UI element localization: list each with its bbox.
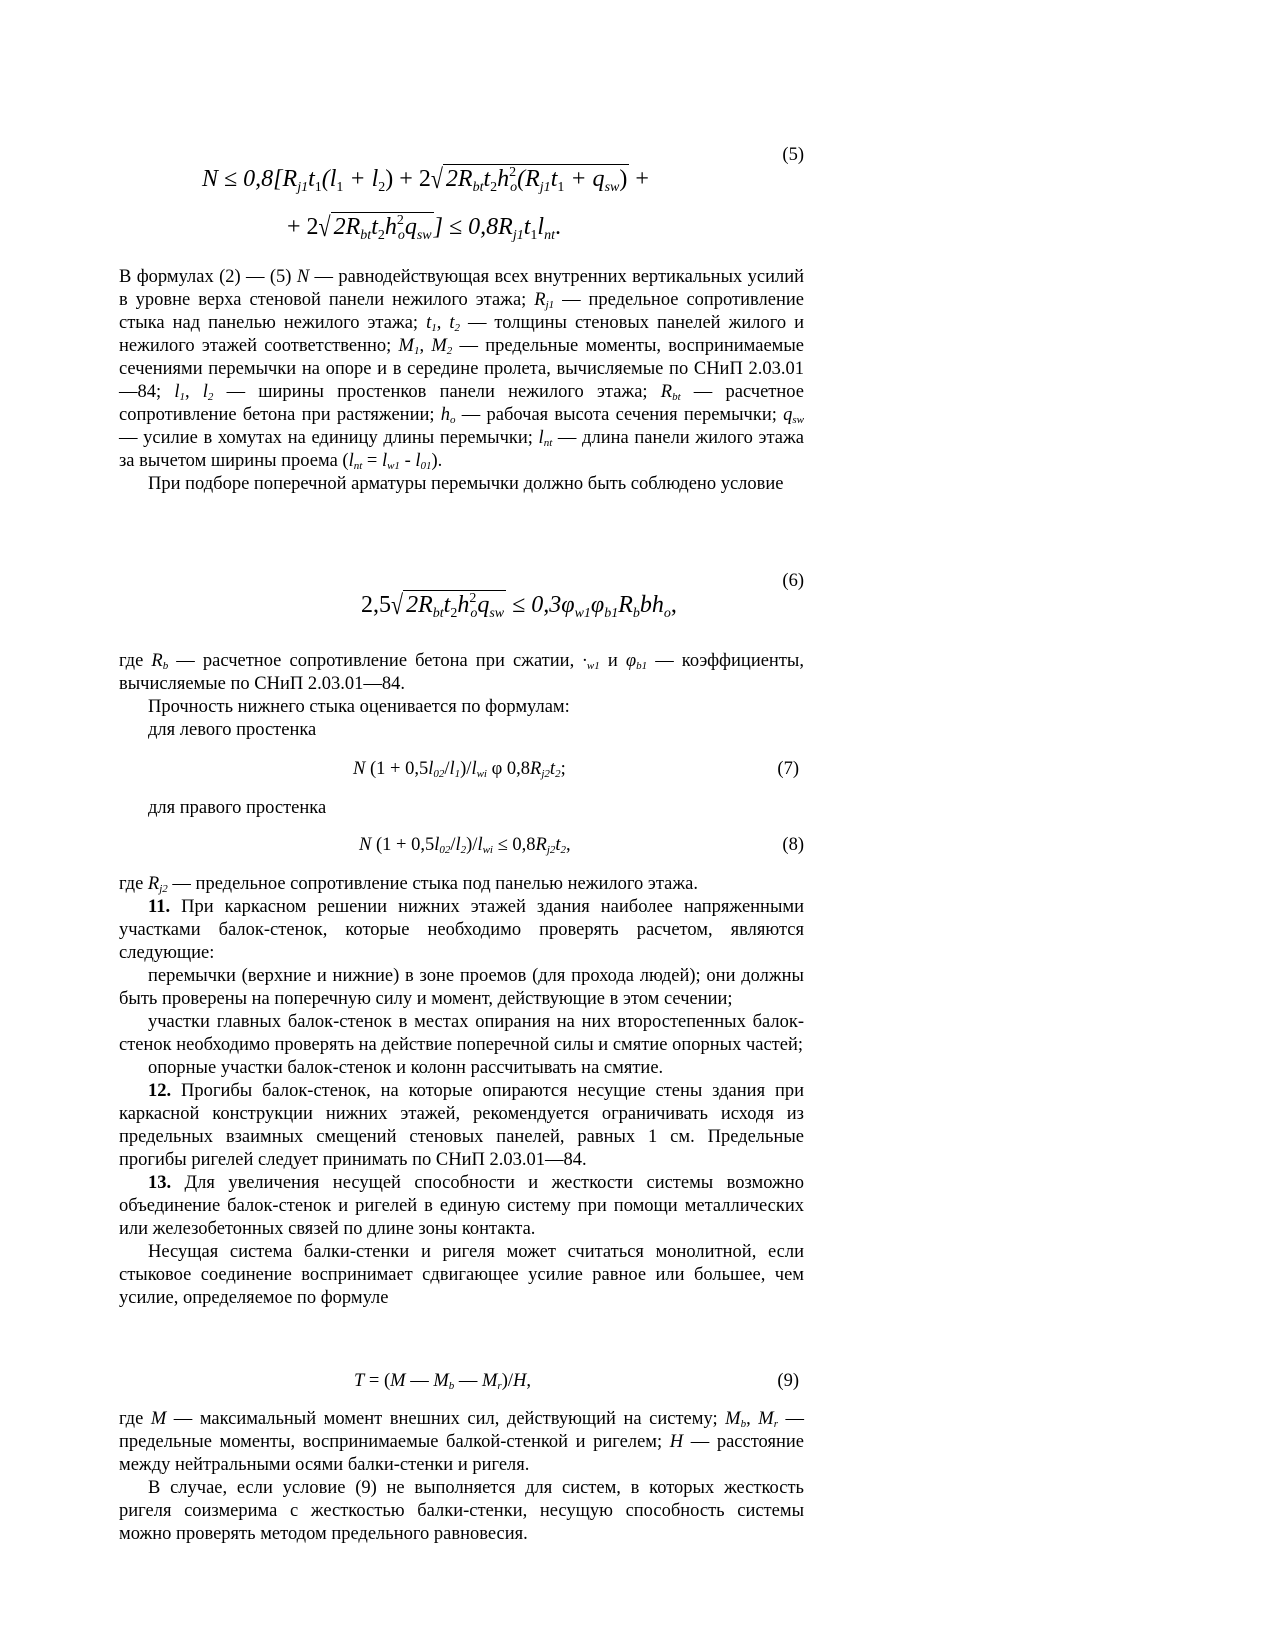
paragraph-rb: где $R_b$ — расчетное сопротивление бетона при сжатии, $\cdot_{w1}$ и $\varphi_{b1}$ — коэффициенты, вычисляемые по СНиП 2.03.01—84. — [119, 651, 804, 694]
paragraph-left-pier: для левого простенка — [148, 720, 317, 740]
equation-8-body: N $(1 + 0,5l_{02}/l_2)/l_{wi} \le 0,8R_{j2}t_2$, — [359, 835, 571, 856]
text-block-1 — [119, 266, 804, 496]
equation-7-body: N $(1 + 0,5l_{02}/l_1)/l_{wi}$ φ $0,8R_{j2}t_2$; — [353, 759, 566, 780]
paragraph-right-pier: для правого простенка — [148, 798, 327, 818]
equation-number: (8) — [782, 835, 804, 855]
paragraph-supports: опорные участки балок-стенок и колонн рассчитывать на смятие. — [148, 1058, 664, 1078]
paragraph-monolithic: Несущая система балки-стенки и ригеля может считаться монолитной, если стыковое соединение воспринимает сдвигающее усилие равное или большее, чем усилие, определяемое по формуле — [119, 1242, 804, 1308]
paragraph-condition: При подборе поперечной арматуры перемычки должно быть соблюдено условие — [148, 474, 784, 494]
equation-5 — [119, 142, 804, 252]
equation-7 — [119, 758, 804, 781]
paragraph-lintels: перемычки (верхние и нижние) в зоне проемов (для прохода людей); они должны быть проверены на поперечную силу и момент, действующие в этом сечении; — [119, 966, 804, 1009]
paragraph-m-definitions: где M — максимальный момент внешних сил, действующий на систему; $M_b$, $M_r$ — предельные моменты, воспринимаемые балкой-стенкой и ригелем; H — расстояние между нейтральными осями балки-стенки и ригеля. — [119, 1409, 805, 1475]
equation-number: (9) — [777, 1371, 799, 1391]
equation-6-body: 2,5√ $2R_{bt}t_2h^2_oq_{sw} \le 0,3\varphi_{w1}\varphi_{b1}R_bbh_o$, — [361, 588, 677, 621]
equation-number: (7) — [777, 759, 799, 779]
text-block-5 — [119, 1408, 804, 1546]
paragraph-main-beams: участки главных балок-стенок в местах опирания на них второстепенных балок-стенок необходимо проверять на действие поперечной силы и смятие опорных частей; — [119, 1012, 804, 1055]
text-block-4 — [119, 873, 804, 1310]
radicand: $2R_{bt}t_2h^2_o(R_{j1}t_1 + q_{sw})$ — [443, 164, 629, 193]
sqrt-icon: √ — [318, 210, 331, 242]
paragraph-limit-equilibrium: В случае, если условие (9) не выполняется для систем, в которых жесткость ригеля соизмерима с жесткостью балки-стенки, несущую способность системы можно проверять методом предельного равновесия. — [119, 1478, 804, 1544]
paragraph-12: 12. Прогибы балок-стенок, на которые опираются несущие стены здания при каркасной конструкции нижних этажей, рекомендуется ограничивать исходя из предельных взаимных смещений стеновых панелей, равных 1 см. Предельные прогибы ригелей следует принимать по СНиП 2.03.01—84. — [119, 1081, 804, 1170]
equation-5-line-1: $N \le 0,8[R_{j1}t_1(l_1 + l_2) + 2√$ $2R_{bt}t_2h^2_o(R_{j1}t_1 + q_{sw})$ + — [202, 162, 649, 195]
paragraph-13: 13. Для увеличения несущей способности и жесткости системы возможно объединение балок-стенок и ригелей в единую систему при помощи металлических или железобетонных связей по длине зоны контакта. — [119, 1173, 804, 1239]
sqrt-icon: √ — [391, 588, 404, 620]
equation-8 — [119, 834, 804, 857]
text-block-3 — [119, 797, 804, 820]
sqrt-icon: √ — [430, 162, 443, 194]
paragraph-lower-joint: Прочность нижнего стыка оценивается по формулам: — [148, 697, 570, 717]
equation-9 — [119, 1370, 804, 1393]
paragraph-11: 11. При каркасном решении нижних этажей здания наиболее напряженными участками балок-стенок, которые необходимо проверять расчетом, являются следующие: — [119, 897, 804, 963]
equation-number: (5) — [782, 145, 804, 165]
equation-5-line-2: + 2√ $2R_{bt}t_2h^2_oq_{sw}] \le 0,8R_{j1}t_1l_{nt}$. — [287, 210, 561, 243]
equation-number: (6) — [782, 571, 804, 591]
text-block-2 — [119, 650, 804, 742]
paragraph-rj2: где $R_{j2}$ — предельное сопротивление стыка под панелью нежилого этажа. — [119, 874, 698, 895]
equation-9-body: T = (M — $M_b$ — $M_r)/H$, — [354, 1371, 532, 1392]
radicand: $2R_{bt}t_2h^2_oq_{sw}$ — [331, 212, 434, 241]
paragraph-definitions: В формулах (2) — (5) N — равнодействующая всех внутренних вертикальных усилий в уровне верха стеновой панели нежилого этажа; $R_{j1}$ — предельное сопротивление стыка над панелью нежилого этажа; $t_1$, $t_2$ — толщины стеновых панелей жилого и нежилого этажей соответственно; $M_1$, $M_2$ — предельные моменты, воспринимаемые сечениями перемычки на опоре и в середине пролета, вычисляемые по СНиП 2.03.01—84; $l_1$, $l_2$ — ширины простенков панели нежилого этажа; $R_{bt}$ — расчетное сопротивление бетона при растяжении; $h_o$ — рабочая высота сечения перемычки; $q_{sw}$ — усилие в хомутах на единицу длины перемычки; $l_{nt}$ — длина панели жилого этажа за вычетом ширины проема $(l_{nt} = l_{w1} - l_{01})$. — [119, 267, 805, 472]
equation-6 — [119, 570, 804, 640]
radicand: $2R_{bt}t_2h^2_oq_{sw}$ — [403, 590, 506, 619]
